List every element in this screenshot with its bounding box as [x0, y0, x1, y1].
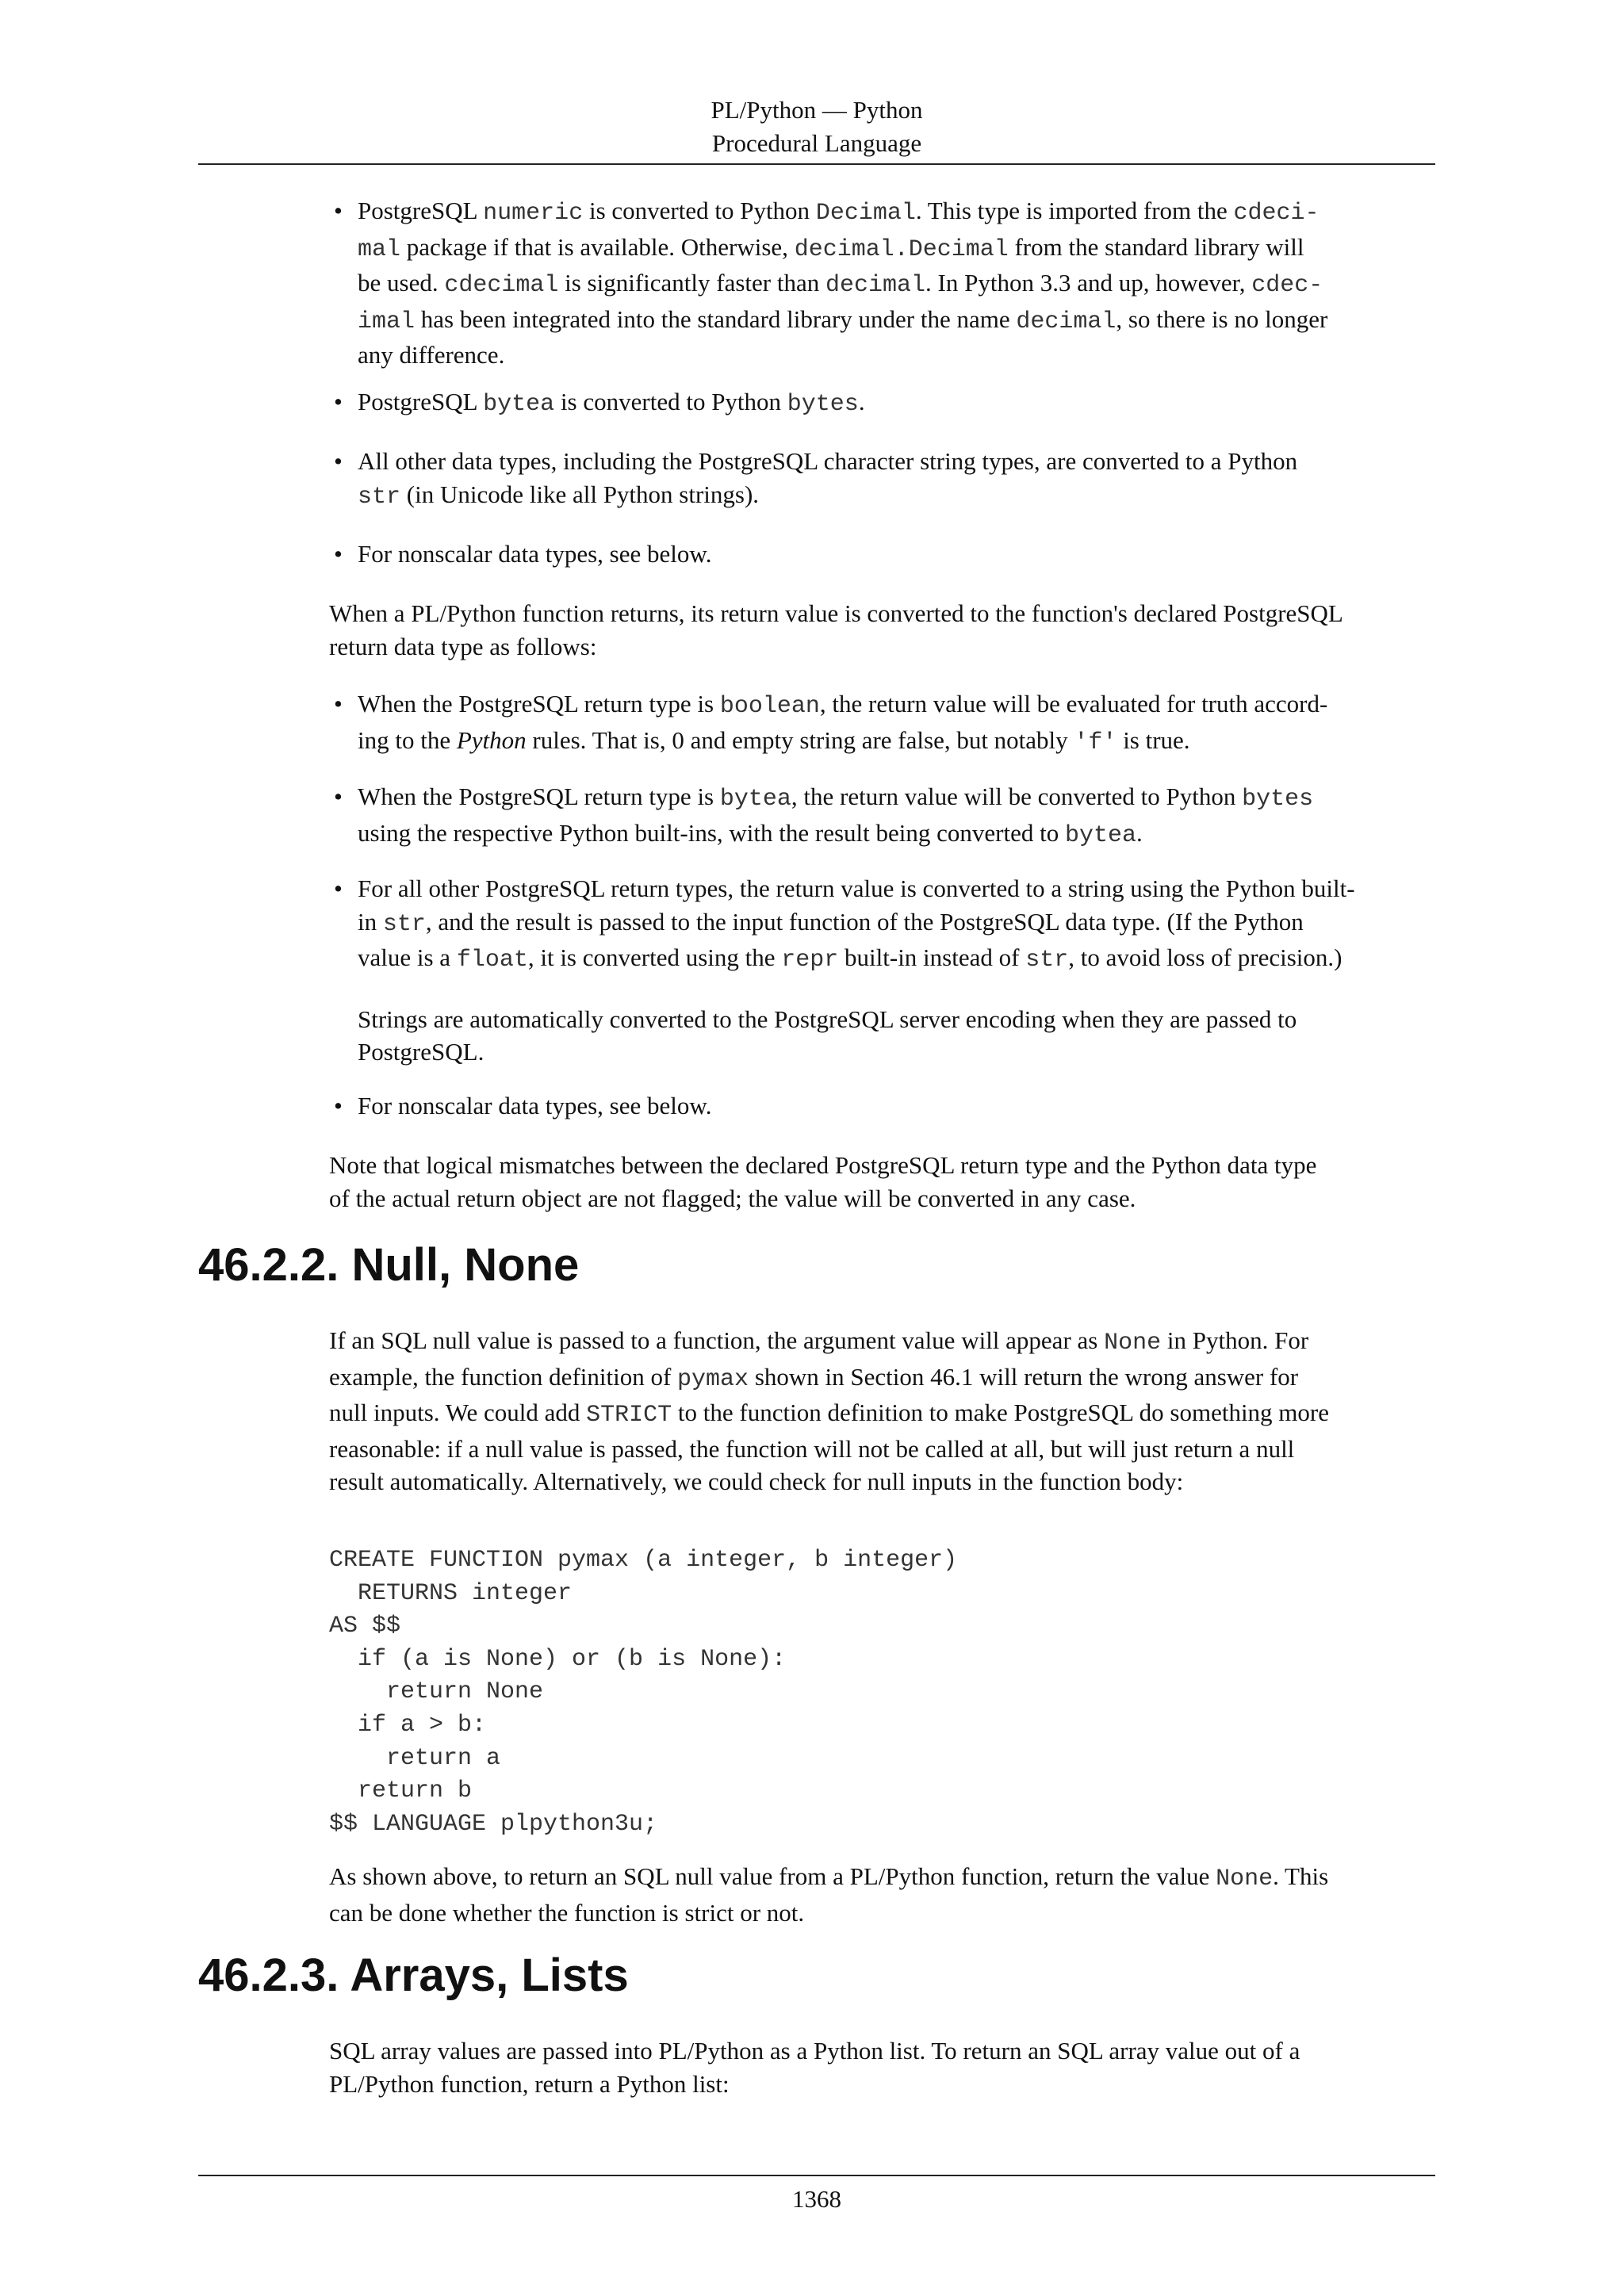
bullet-nonscalar-2: • For nonscalar data types, see below.	[334, 1092, 712, 1119]
section-heading-arrays-lists: 46.2.3. Arrays, Lists	[198, 1950, 629, 2001]
running-header	[198, 94, 1435, 160]
paragraph-return-conversion: When a PL/Python function returns, its return value is converted to the function's declared PostgreSQL return data type as follows:	[329, 599, 1343, 660]
header-rule	[198, 163, 1435, 165]
paragraph-null-values: If an SQL null value is passed to a function, the argument value will appear as None in Python. For example, the function definition of pymax shown in Section 46.1 will return the wrong answer for null inputs. We could add STRICT to the function definition to make PostgreSQL do something more reasonable: if a null value is passed, the function will not be called at all, but will just return a null result automatically. Alternatively, we could check for null inputs in the function body:	[329, 1326, 1329, 1495]
section-heading-null-none: 46.2.2. Null, None	[198, 1239, 580, 1291]
bullet-numeric: • PostgreSQL numeric is converted to Python Decimal. This type is imported from the cdeci- mal package if that is available. Otherwise, decimal.Decimal from the standard library will be used. cdecimal is significantly faster than decimal. In Python 3.3 and up, however, cdec- imal has been integrated into the standard library under the name decimal, so there is no longer any difference.	[329, 194, 1464, 372]
bullet-dot: •	[334, 197, 343, 224]
footer-rule	[198, 2175, 1435, 2176]
header-line-1: PL/Python — Python	[710, 96, 923, 124]
bullet-other-return-types: • For all other PostgreSQL return types, the return value is converted to a string using the Python built- in str, and the result is passed to the input function of the PostgreSQL data type. (If the Python value is a float, it is converted using the repr built-in instead of str, to avoid loss of precision.) Strings are automatically converted to the PostgreSQL server encoding when they are passed to PostgreSQL.	[334, 874, 1355, 1066]
bullet-bytea: • PostgreSQL bytea is converted to Python bytes.	[334, 388, 865, 418]
code-example-pymax: CREATE FUNCTION pymax (a integer, b integer) RETURNS integer AS $$ if (a is None) or (b is None): return None if a > b: return a return b $$ LANGUAGE plpython3u;	[329, 1547, 958, 1838]
bullet-boolean: • When the PostgreSQL return type is boolean, the return value will be evaluated for truth accord- ing to the Python rules. That is, 0 and empty string are false, but notably 'f' is true.	[334, 690, 1328, 756]
paragraph-arrays: SQL array values are passed into PL/Python as a Python list. To return an SQL array value out of a PL/Python function, return a Python list:	[329, 2037, 1300, 2098]
paragraph-return-none: As shown above, to return an SQL null value from a PL/Python function, return the value None. This can be done whether the function is strict or not.	[329, 1862, 1329, 1927]
bullet-other-types: • All other data types, including the PostgreSQL character string types, are converted to a Python str (in Unicode like all Python strings).	[334, 447, 1298, 511]
bullet-bytea-return: • When the PostgreSQL return type is bytea, the return value will be converted to Python bytes using the respective Python built-ins, with the result being converted to bytea.	[334, 783, 1314, 849]
bullet-nonscalar-1: • For nonscalar data types, see below.	[334, 540, 712, 568]
page-number: 1368	[792, 2185, 841, 2213]
paragraph-mismatch-note: Note that logical mismatches between the declared PostgreSQL return type and the Python data type of the actual return object are not flagged; the value will be converted in any case.	[329, 1151, 1317, 1212]
header-line-2: Procedural Language	[711, 129, 922, 157]
